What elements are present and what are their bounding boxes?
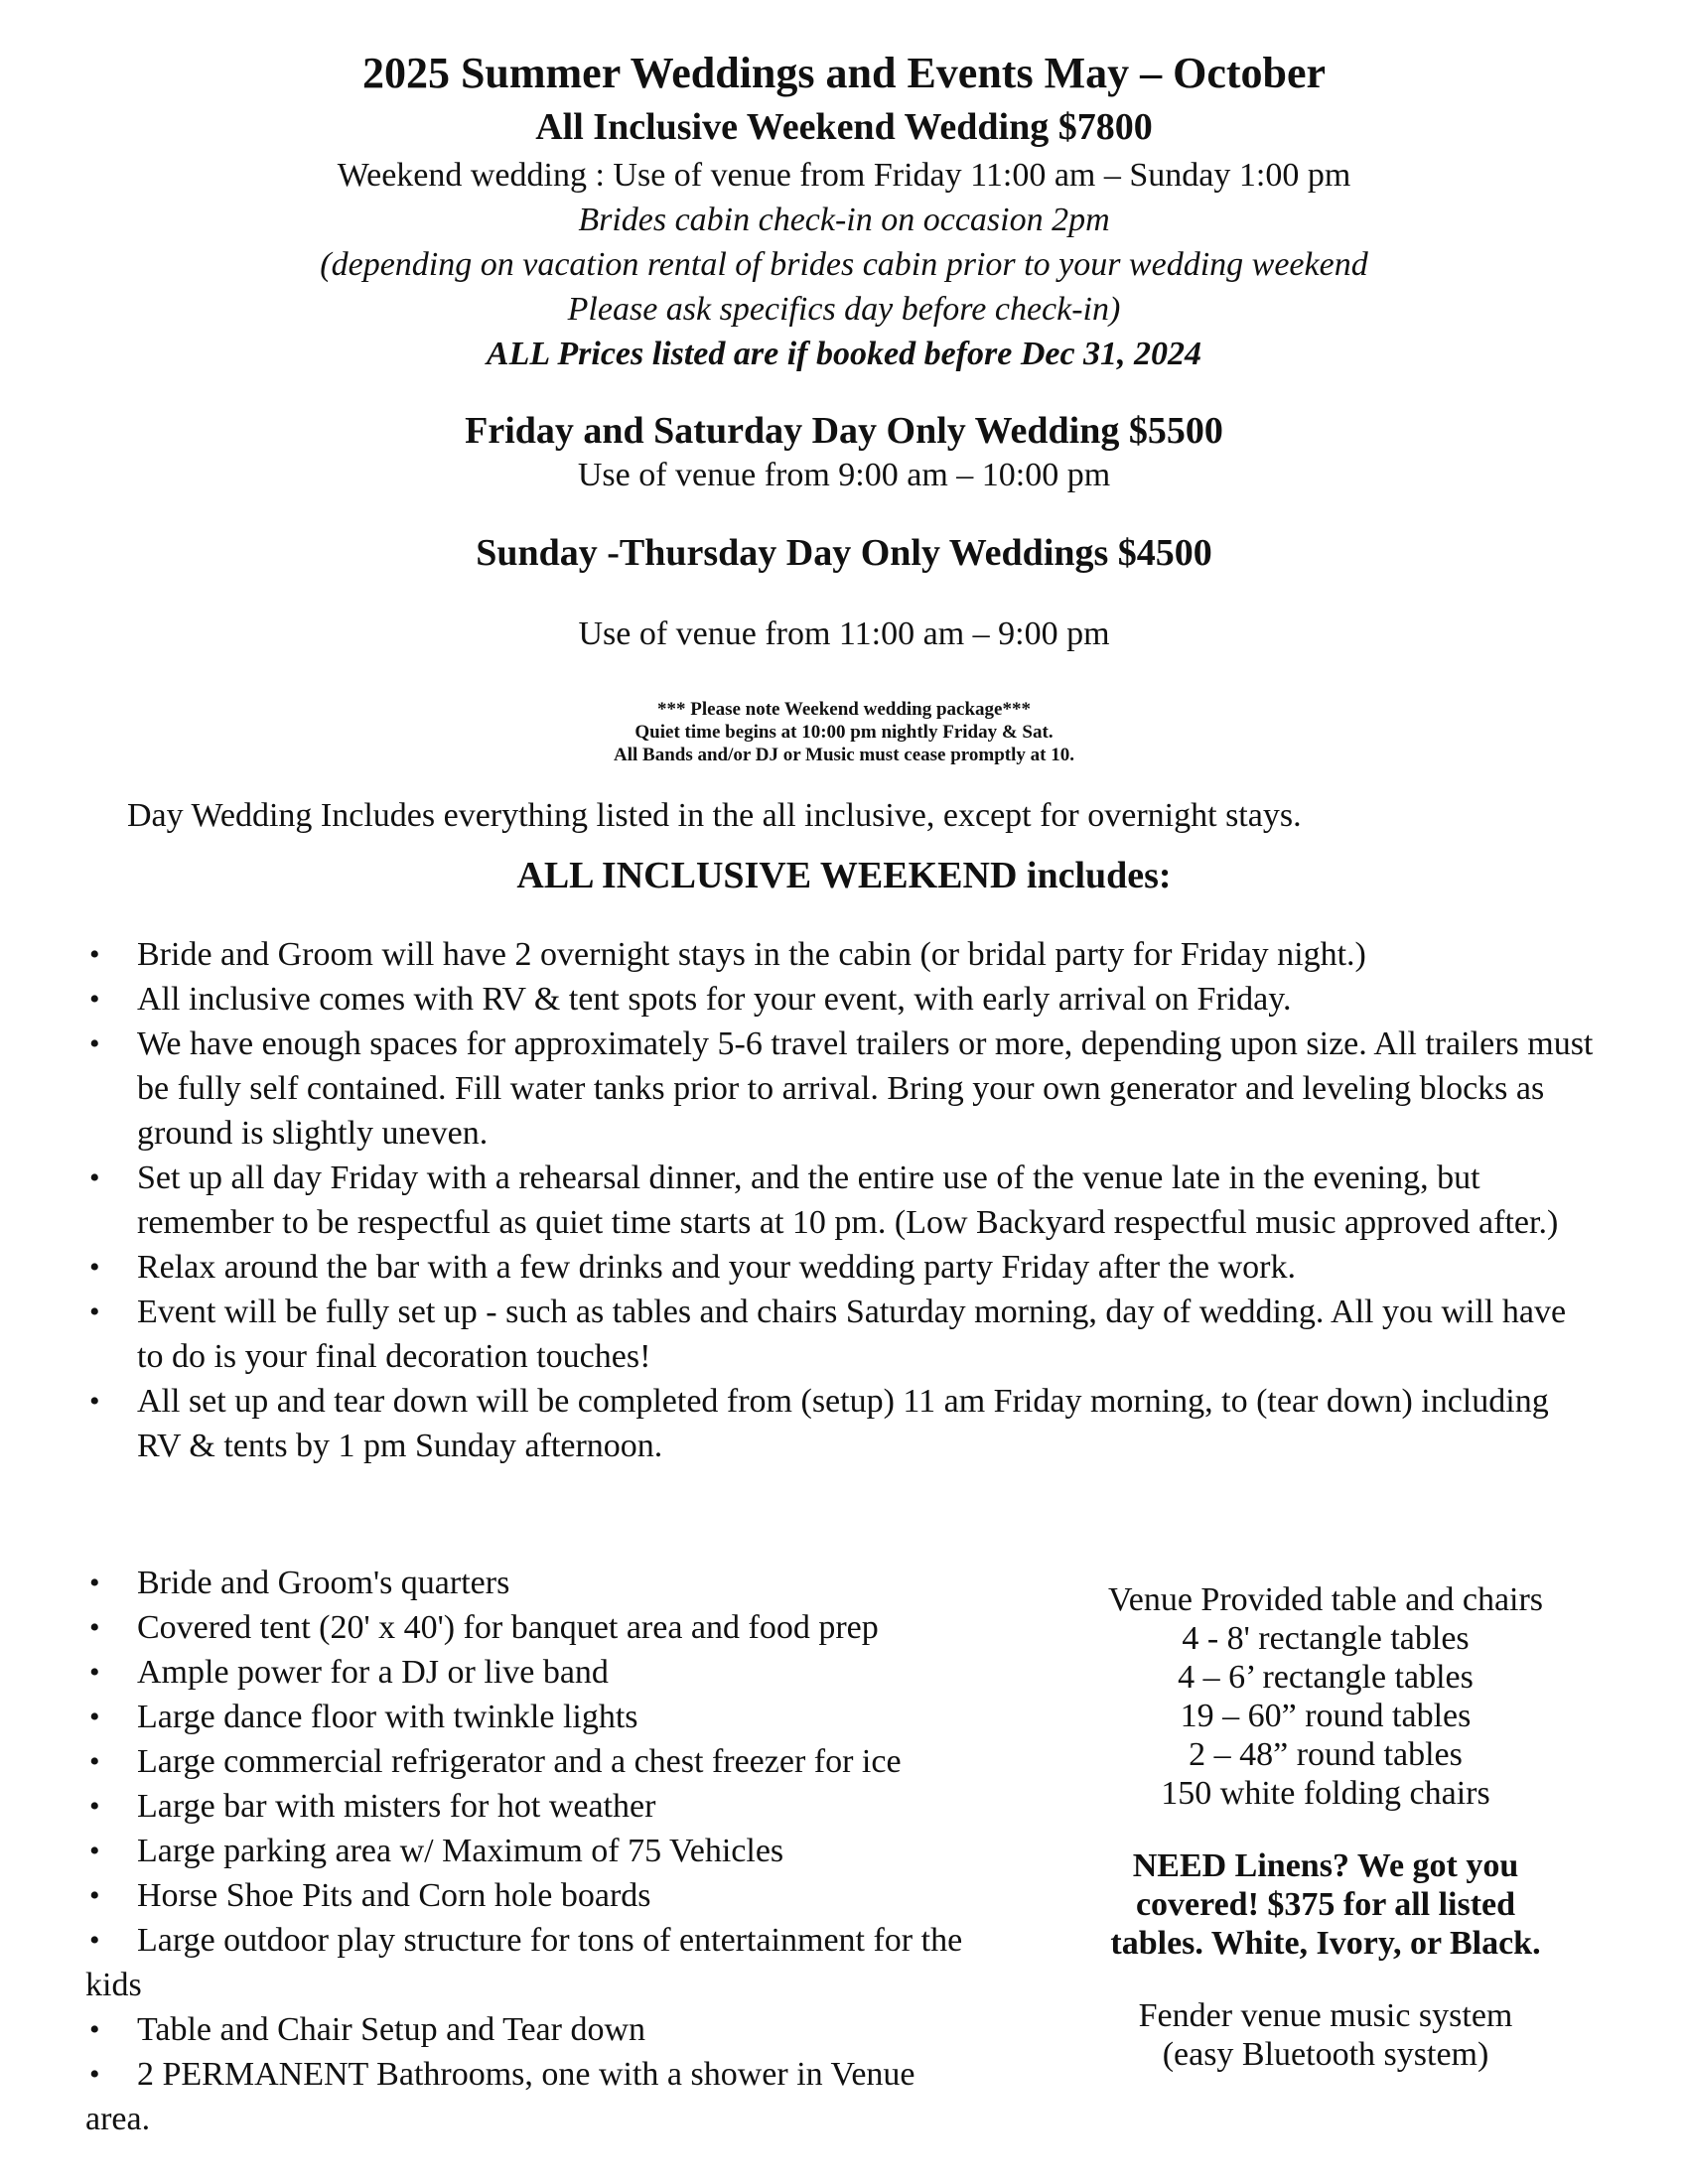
quiet-time-notice xyxy=(0,698,1688,766)
list-item: • Large outdoor play structure for tons of entertainment for the kids xyxy=(85,1918,1009,2007)
amenities-list xyxy=(85,1561,1009,2141)
list-item: • Table and Chair Setup and Tear down xyxy=(85,2007,1009,2052)
sun-thu-hours: Use of venue from 11:00 am – 9:00 pm xyxy=(578,615,1110,652)
list-item: • Event will be fully set up - such as tables and chairs Saturday morning, day of wedding. All you will have to do is your final decoration touches! xyxy=(85,1290,1595,1379)
tables-box xyxy=(1038,1580,1614,2074)
list-item: • Ample power for a DJ or live band xyxy=(85,1650,1009,1695)
includes-heading: ALL INCLUSIVE WEEKEND includes: xyxy=(516,855,1172,896)
header xyxy=(0,48,1688,98)
list-item: • Relax around the bar with a few drinks and your wedding party Friday after the work. xyxy=(85,1245,1595,1290)
music-line-1: Fender venue music system xyxy=(1138,1997,1513,2034)
linens-line-1: NEED Linens? We got you xyxy=(1132,1847,1519,1884)
list-item: • We have enough spaces for approximately 5-6 travel trailers or more, depending upon size. All trailers must be fully self contained. Fill water tanks prior to arrival. Bring your own generator and leveling blocks as ground is slightly uneven. xyxy=(85,1022,1595,1156)
weekend-use-hours: Weekend wedding : Use of venue from Friday 11:00 am – Sunday 1:00 pm xyxy=(337,157,1351,194)
includes-list xyxy=(85,932,1595,1468)
list-item: • All inclusive comes with RV & tent spots for your event, with early arrival on Friday. xyxy=(85,977,1595,1022)
linens-line-2: covered! $375 for all listed xyxy=(1135,1886,1516,1923)
list-item: • Large commercial refrigerator and a chest freezer for ice xyxy=(85,1739,1009,1784)
list-item: • Large dance floor with twinkle lights xyxy=(85,1695,1009,1739)
checkin-note: Brides cabin check-in on occasion 2pm xyxy=(578,202,1110,238)
list-item: • Bride and Groom's quarters xyxy=(85,1561,1009,1605)
list-item: • Bride and Groom will have 2 overnight stays in the cabin (or bridal party for Friday night.) xyxy=(85,932,1595,977)
ask-note: Please ask specifics day before check-in) xyxy=(567,291,1121,328)
music-line-2: (easy Bluetooth system) xyxy=(1162,2036,1489,2073)
linens-line-3: tables. White, Ivory, or Black. xyxy=(1110,1925,1541,1962)
table-item: 19 – 60” round tables xyxy=(1180,1698,1472,1734)
list-item: • 2 PERMANENT Bathrooms, one with a shower in Venue area. xyxy=(85,2052,959,2141)
list-item: • Set up all day Friday with a rehearsal dinner, and the entire use of the venue late in the evening, but remember to be respectful as quiet time starts at 10 pm. (Low Backyard respectful music approved after.) xyxy=(85,1156,1595,1245)
sun-thu-title: Sunday -Thursday Day Only Weddings $4500 xyxy=(476,532,1212,574)
prices-note: ALL Prices listed are if booked before Dec 31, 2024 xyxy=(486,336,1202,372)
page-title: 2025 Summer Weddings and Events May – October xyxy=(361,49,1327,97)
table-item: 150 white folding chairs xyxy=(1161,1775,1490,1812)
table-item: 4 - 8' rectangle tables xyxy=(1182,1620,1470,1657)
table-item: 4 – 6’ rectangle tables xyxy=(1178,1659,1474,1696)
fri-sat-title: Friday and Saturday Day Only Wedding $5500 xyxy=(465,410,1223,452)
notice-line-1: *** Please note Weekend wedding package*** xyxy=(657,699,1031,720)
list-item: • Large parking area w/ Maximum of 75 Vehicles xyxy=(85,1829,1009,1873)
list-item: • Covered tent (20' x 40') for banquet area and food prep xyxy=(85,1605,1009,1650)
notice-line-3: All Bands and/or DJ or Music must cease promptly at 10. xyxy=(614,745,1074,765)
list-item: • Horse Shoe Pits and Corn hole boards xyxy=(85,1873,1009,1918)
tables-heading: Venue Provided table and chairs xyxy=(1107,1581,1544,1618)
fri-sat-hours: Use of venue from 9:00 am – 10:00 pm xyxy=(577,457,1111,493)
table-item: 2 – 48” round tables xyxy=(1189,1736,1463,1773)
list-item: • Large bar with misters for hot weather xyxy=(85,1784,1009,1829)
day-wedding-note: Day Wedding Includes everything listed in the all inclusive, except for overnight stays. xyxy=(127,797,1302,834)
notice-line-2: Quiet time begins at 10:00 pm nightly Friday & Sat. xyxy=(634,722,1054,743)
list-item: • All set up and tear down will be completed from (setup) 11 am Friday morning, to (tear down) including RV & tents by 1 pm Sunday afternoon. xyxy=(85,1379,1595,1468)
depending-note: (depending on vacation rental of brides cabin prior to your wedding weekend xyxy=(320,246,1368,283)
package-title: All Inclusive Weekend Wedding $7800 xyxy=(535,106,1153,148)
